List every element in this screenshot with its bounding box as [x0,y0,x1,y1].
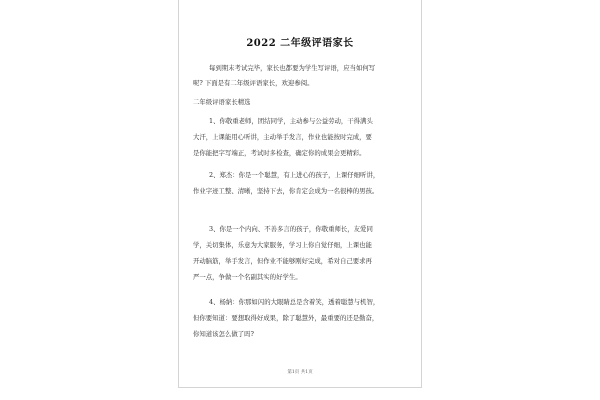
paragraph-3-line-1: 3、你是一个内向、不善多言的孩子，你敬重师长，友爱同 [209,225,373,233]
intro-line-2: 呢? 下面是有二年级评语家长，欢迎参阅。 [193,79,314,87]
paragraph-4-line-2: 但你要知道：要想取得好成果，除了聪慧外，最重要的还是勤奋， [193,314,379,322]
document-title: 2022 二年级评语家长 [246,38,354,49]
paragraph-3-line-2: 学，关切集体，乐意为大家服务，学习上你自觉仔细，上课也能 [193,241,372,249]
page-footer: 第1页 共1页 [287,370,313,375]
paragraph-4-line-3: 你知道该怎么做了吗? [193,330,254,338]
paragraph-1-line-3: 是你能把字写端正，考试时多检查，确定你的成果会更精彩。 [193,149,366,157]
paragraph-1-line-2: 大汗，上课能用心听讲，主动举手发言，作业也能按时完成，要 [193,133,372,141]
intro-line-1: 每到期末考试完毕，家长也都要为学生写评语，应当如何写 [209,64,376,72]
paragraph-4-line-1: 4、杨納：你那如闪的大眼睛总是含着笑，透着聪慧与机智， [209,298,380,306]
paragraph-3-line-4: 严一点，争做一个名副其实的好学生。 [193,273,302,281]
paragraph-1-line-1: 1、你敬重老师，团结同学，主动参与公益劳动，干得满头 [209,117,373,125]
paragraph-3-line-3: 开动脑筋，举手发言，但作业不能够刚好完成，希对自己要求再 [193,257,372,265]
paragraph-2-line-1: 2、郑杰：你是一个聪慧，有上进心的孩子，上课仔细听讲， [209,171,380,179]
section-heading: 二年级评语家长精选 [193,98,251,106]
paragraph-2-line-2: 作业字迹工整、清晰，坚持下去，你肯定会成为一名很棒的男孩。 [193,187,379,195]
document-page [178,0,422,388]
